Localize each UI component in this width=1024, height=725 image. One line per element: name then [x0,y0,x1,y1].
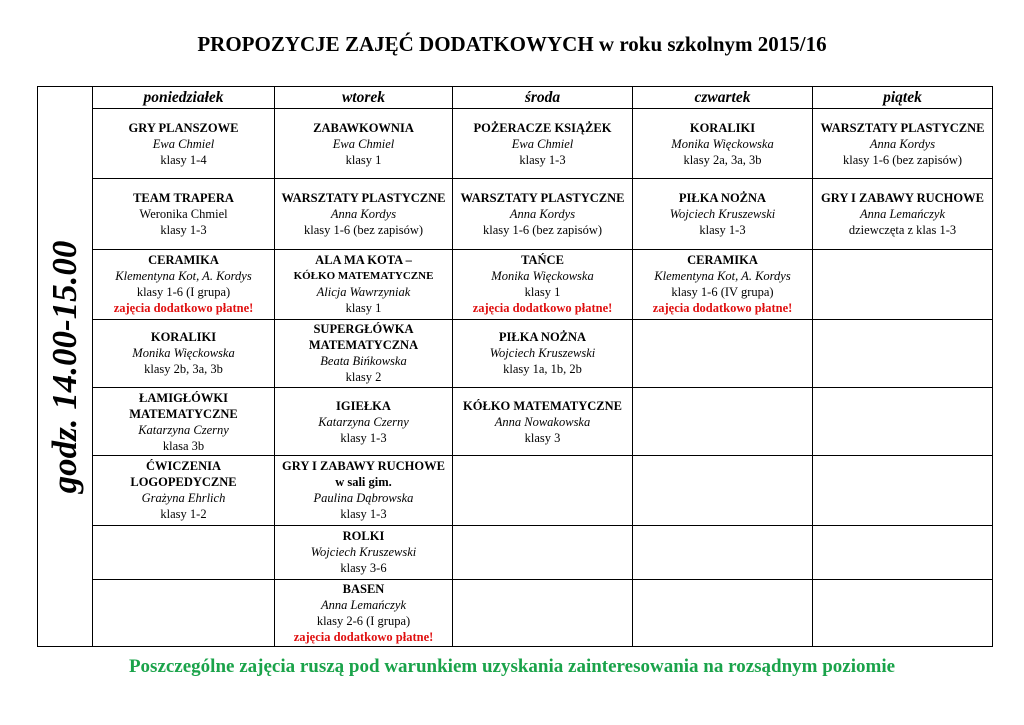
schedule-cell [813,388,993,456]
class-groups: klasy 2 [345,370,382,385]
schedule-cell [813,319,993,387]
class-groups: klasa 3b [162,438,205,453]
teacher-name: Katarzyna Czerny [318,414,409,429]
schedule-cell [453,456,633,525]
activity-name: ROLKI [342,529,385,544]
teacher-name: Paulina Dąbrowska [313,491,414,506]
teacher-name: Anna Nowakowska [494,414,591,429]
class-groups: klasy 1-3 [340,507,387,522]
schedule-cell [275,319,453,387]
class-groups: dziewczęta z klas 1-3 [848,222,957,237]
activity-name: POŻERACZE KSIĄŻEK [473,120,612,135]
paid-notice: zajęcia dodatkowo płatne! [472,301,613,316]
activity-name: ZABAWKOWNIA [313,120,414,135]
activity [277,526,450,579]
activity [815,179,990,248]
paid-notice: zajęcia dodatkowo płatne! [293,629,434,644]
activity [277,580,450,646]
schedule-cell [813,109,993,179]
schedule-row [38,525,993,579]
time-column [38,87,93,647]
schedule-row [38,109,993,179]
class-groups: klasy 1 [345,152,382,167]
activity-name: GRY I ZABAWY RUCHOWE [821,190,984,205]
class-groups: klasy 1-3 [519,152,566,167]
activity [95,250,272,319]
teacher-name: Wojciech Kruszewski [310,545,417,560]
schedule-cell [93,179,275,249]
schedule-cell [633,319,813,387]
teacher-name: Anna Kordys [330,206,397,221]
activity-name: BASEN [342,581,385,596]
page-title: PROPOZYCJE ZAJĘĆ DODATKOWYCH w roku szkolnym 2015/16 [197,32,827,56]
teacher-name: Klementyna Kot, A. Kordys [115,269,252,284]
class-groups: klasy 1 [524,285,561,300]
class-groups: klasy 1-6 (I grupa) [136,285,231,300]
schedule-cell [453,109,633,179]
day-header: wtorek [275,87,453,109]
schedule-cell [633,249,813,319]
teacher-name: Alicja Wawrzyniak [316,285,411,300]
activity-name: GRY I ZABAWY RUCHOWE w sali gim. [282,459,445,490]
teacher-name: Ewa Chmiel [511,136,574,151]
day-header: poniedziałek [93,87,275,109]
teacher-name: Monika Więckowska [132,346,235,361]
class-groups: klasy 1-4 [160,152,207,167]
schedule-cell [633,456,813,525]
teacher-name: Monika Więckowska [491,269,594,284]
activity [635,179,810,248]
time-label: godz. 14.00-15.00 [45,240,84,493]
schedule-row [38,456,993,525]
paid-notice: zajęcia dodatkowo płatne! [652,301,793,316]
schedule-cell [453,388,633,456]
activity [277,456,450,524]
teacher-name: Beata Bińkowska [320,354,407,369]
class-groups: klasy 2b, 3a, 3b [144,362,223,377]
schedule-cell [93,525,275,579]
activity [277,388,450,455]
class-groups: klasy 3 [524,430,561,445]
activity-name: ŁAMIGŁÓWKI MATEMATYCZNE [129,390,238,421]
activity [95,320,272,387]
activity [277,250,450,319]
teacher-name: Ewa Chmiel [152,136,215,151]
teacher-name: Katarzyna Czerny [138,422,229,437]
schedule-cell [275,525,453,579]
activity-name: WARSZTATY PLASTYCZNE [281,190,446,205]
teacher-name: Wojciech Kruszewski [489,346,596,361]
schedule-row [38,179,993,249]
schedule-cell [453,179,633,249]
activity [455,109,630,178]
activity [95,388,272,455]
activity-name: KORALIKI [689,120,756,135]
schedule-cell [93,319,275,387]
day-header: czwartek [633,87,813,109]
activity [455,179,630,248]
schedule-cell [813,456,993,525]
activity-name: KÓŁKO MATEMATYCZNE [463,398,622,413]
activity [95,109,272,178]
activity [277,320,450,387]
activity-name: KÓŁKO MATEMATYCZNE [293,270,434,283]
footer-note: Poszczególne zajęcia ruszą pod warunkiem uzyskania zainteresowania na rozsądnym poziomie [128,656,896,677]
schedule-cell [93,579,275,646]
teacher-name: Monika Więckowska [671,136,774,151]
schedule-cell [275,456,453,525]
teacher-name: Anna Lemańczyk [320,597,407,612]
schedule-cell [275,109,453,179]
day-header: środa [453,87,633,109]
schedule-row [38,319,993,387]
activity-name: KORALIKI [150,330,217,345]
activity [95,179,272,248]
schedule-cell [275,249,453,319]
class-groups: klasy 1-3 [160,222,207,237]
teacher-name: Grażyna Ehrlich [141,491,226,506]
activity [635,250,810,319]
day-header: piątek [813,87,993,109]
class-groups: klasy 3-6 [340,561,387,576]
activity-name: IGIEŁKA [336,398,391,413]
schedule-cell [453,525,633,579]
activity [277,109,450,178]
class-groups: klasy 1-6 (bez zapisów) [303,222,424,237]
class-groups: klasy 1 [345,301,382,316]
header-row [38,87,993,109]
activity-name: ĆWICZENIA LOGOPEDYCZNE [130,459,237,490]
teacher-name: Anna Kordys [869,136,936,151]
class-groups: klasy 1-3 [340,430,387,445]
teacher-name: Weronika Chmiel [139,206,228,221]
class-groups: klasy 1-6 (bez zapisów) [842,152,963,167]
teacher-name: Anna Kordys [509,206,576,221]
activity-name: TAŃCE [521,253,564,268]
activity [277,179,450,248]
activity-name: WARSZTATY PLASTYCZNE [460,190,625,205]
schedule-row [38,579,993,646]
schedule-cell [633,179,813,249]
schedule-cell [633,579,813,646]
schedule-table [37,86,993,647]
schedule-cell [93,109,275,179]
schedule-cell [813,525,993,579]
class-groups: klasy 1-3 [699,222,746,237]
teacher-name: Klementyna Kot, A. Kordys [654,269,791,284]
schedule-cell [813,579,993,646]
activity-name: GRY PLANSZOWE [128,120,239,135]
schedule-cell [633,109,813,179]
class-groups: klasy 1-6 (IV grupa) [671,285,774,300]
activity-name: CERAMIKA [148,253,219,268]
activity [455,388,630,455]
class-groups: klasy 1a, 1b, 2b [503,362,582,377]
schedule-cell [275,179,453,249]
teacher-name: Anna Lemańczyk [859,206,946,221]
activity-name: PIŁKA NOŻNA [498,330,587,345]
schedule-cell [633,388,813,456]
activity-name: SUPERGŁÓWKA MATEMATYCZNA [308,322,419,353]
schedule-cell [453,319,633,387]
schedule-cell [275,579,453,646]
activity [455,250,630,319]
class-groups: klasy 2-6 (I grupa) [316,613,411,628]
activity-name: CERAMIKA [687,253,758,268]
schedule-cell [453,249,633,319]
activity-name: ALA MA KOTA – [315,253,412,268]
activity-name: WARSZTATY PLASTYCZNE [820,120,985,135]
schedule-cell [813,249,993,319]
schedule-cell [813,179,993,249]
activity-name: TEAM TRAPERA [133,190,234,205]
schedule-cell [633,525,813,579]
activity [815,109,990,178]
schedule-cell [93,456,275,525]
activity [95,456,272,524]
activity-name: PIŁKA NOŻNA [678,190,767,205]
paid-notice: zajęcia dodatkowo płatne! [113,301,254,316]
schedule-cell [275,388,453,456]
schedule-cell [93,249,275,319]
teacher-name: Wojciech Kruszewski [669,206,776,221]
schedule-cell [93,388,275,456]
class-groups: klasy 1-6 (bez zapisów) [482,222,603,237]
schedule-cell [453,579,633,646]
teacher-name: Ewa Chmiel [332,136,395,151]
activity [455,320,630,387]
activity [635,109,810,178]
schedule-row [38,249,993,319]
class-groups: klasy 2a, 3a, 3b [683,152,762,167]
class-groups: klasy 1-2 [160,507,207,522]
schedule-row [38,388,993,456]
